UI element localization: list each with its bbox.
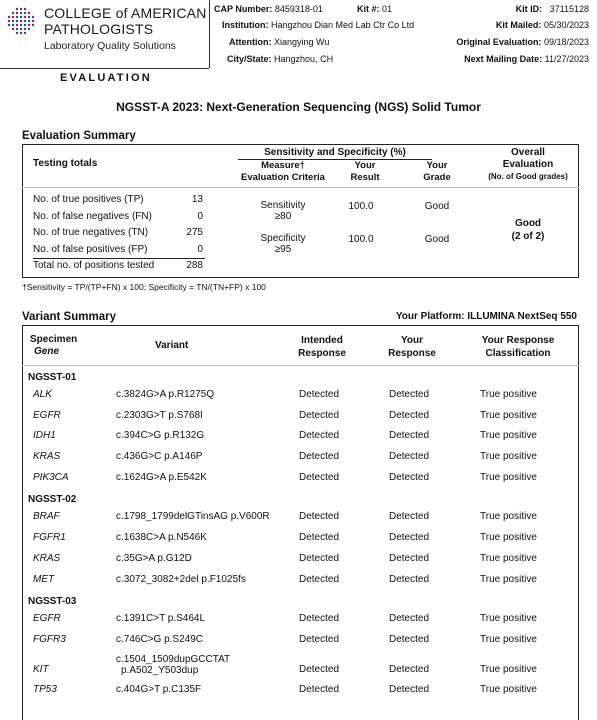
logo-dot bbox=[24, 32, 26, 34]
variant-header-rule bbox=[22, 365, 579, 366]
gene-cell: EGFR bbox=[33, 613, 61, 625]
gene-cell: KIT bbox=[33, 663, 49, 675]
logo-dot bbox=[32, 24, 34, 26]
logo-dot bbox=[12, 16, 14, 18]
specificity-grade: Good bbox=[424, 234, 450, 245]
variant-cell: c.404G>T p.C135F bbox=[116, 683, 202, 695]
totals-row bbox=[33, 193, 205, 210]
col-specimen: Specimen Gene bbox=[30, 334, 78, 357]
logo-dot bbox=[16, 8, 18, 10]
overall-evaluation: Good (2 of 2) bbox=[511, 218, 545, 242]
col-overall: Overall Evaluation (No. of Good grades) bbox=[488, 147, 568, 181]
logo-dot bbox=[16, 24, 18, 26]
your-response-cell: Detected bbox=[389, 389, 430, 400]
col-variant: Variant bbox=[155, 340, 189, 351]
kit-mailed: Kit Mailed: 05/30/2023 bbox=[495, 20, 589, 30]
logo-dot bbox=[16, 28, 18, 30]
logo-dot bbox=[12, 20, 14, 22]
col-measure: Measure† Evaluation Criteria bbox=[241, 160, 325, 183]
table-row bbox=[22, 406, 579, 427]
next-mailing-date: Next Mailing Date: 11/27/2023 bbox=[464, 54, 589, 64]
gene-cell: PIK3CA bbox=[33, 471, 69, 483]
intended-cell: Detected bbox=[299, 511, 340, 523]
variant-table-body bbox=[22, 370, 579, 700]
variant-cell: c.746C>G p.S249C bbox=[116, 633, 203, 645]
logo-dot bbox=[32, 20, 34, 22]
your-response-cell: Detected bbox=[389, 633, 430, 645]
eval-header-rule bbox=[22, 187, 579, 188]
totals-row bbox=[33, 243, 205, 260]
variant-line2: p.A502_Y503dup bbox=[121, 664, 199, 676]
logo-dot bbox=[20, 16, 22, 18]
classification-cell: True positive bbox=[480, 451, 537, 463]
platform-label: Your Platform: ILLUMINA NextSeq 550 bbox=[395, 311, 577, 322]
logo-line1: COLLEGE of AMERICAN bbox=[44, 5, 207, 21]
table-row bbox=[22, 570, 579, 591]
intended-cell: Detected bbox=[299, 573, 340, 585]
logo-dot bbox=[28, 28, 30, 30]
classification-cell: True positive bbox=[480, 409, 537, 421]
specificity-measure: Specificity ≥95 bbox=[260, 233, 306, 255]
your-response-cell: Detected bbox=[389, 451, 430, 463]
logo-dot bbox=[8, 24, 10, 26]
totals-value: 275 bbox=[186, 227, 203, 238]
table-row bbox=[22, 630, 579, 651]
classification-cell: True positive bbox=[480, 532, 537, 544]
variant-cell: c.1391C>T p.S464L bbox=[116, 613, 206, 625]
gene-cell: IDH1 bbox=[33, 430, 56, 442]
table-row bbox=[22, 447, 579, 468]
gene-cell: MET bbox=[33, 573, 55, 585]
table-row bbox=[22, 549, 579, 570]
col-your-result: Your Result bbox=[350, 160, 380, 183]
your-response-cell: Detected bbox=[389, 409, 430, 421]
classification-cell: True positive bbox=[480, 633, 537, 645]
intended-cell: Detected bbox=[299, 389, 340, 400]
col-your-grade: Your Grade bbox=[423, 160, 451, 183]
classification-cell: True positive bbox=[480, 471, 537, 483]
logo-dot bbox=[28, 24, 30, 26]
logo-dot bbox=[20, 20, 22, 22]
variant-cell: c.1624G>A p.E542K bbox=[116, 471, 207, 483]
table-row bbox=[22, 651, 579, 680]
classification-cell: True positive bbox=[480, 511, 537, 523]
logo-dot bbox=[28, 16, 30, 18]
totals-label: Total no. of positions tested bbox=[33, 260, 155, 271]
classification-cell: True positive bbox=[480, 663, 537, 675]
evaluation-label: EVALUATION bbox=[60, 72, 152, 84]
variant-cell: c.1638C>A p.N546K bbox=[116, 532, 207, 544]
table-row bbox=[22, 385, 579, 406]
intended-cell: Detected bbox=[299, 409, 340, 421]
intended-cell: Detected bbox=[299, 430, 340, 442]
logo-dot bbox=[20, 12, 22, 14]
logo-dot bbox=[8, 16, 10, 18]
header-divider-vertical bbox=[209, 0, 210, 68]
logo-dot bbox=[24, 16, 26, 18]
your-response-cell: Detected bbox=[389, 511, 430, 523]
attention: Attention: Xiangying Wu bbox=[229, 37, 330, 47]
logo-dot bbox=[24, 12, 26, 14]
logo-dot bbox=[24, 28, 26, 30]
variant-cell: c.3824G>A p.R1275Q bbox=[116, 389, 215, 400]
col-classification: Your Response Classification bbox=[481, 335, 555, 359]
gene-cell: KRAS bbox=[33, 552, 61, 564]
gene-cell: KRAS bbox=[33, 451, 61, 463]
gene-cell: EGFR bbox=[33, 409, 61, 421]
cap-logo-grid-icon bbox=[6, 6, 36, 36]
header-divider-horizontal bbox=[0, 68, 209, 69]
sensitivity-measure: Sensitivity ≥80 bbox=[260, 200, 306, 222]
intended-cell: Detected bbox=[299, 552, 340, 564]
your-response-cell: Detected bbox=[389, 683, 430, 695]
logo-dot bbox=[12, 12, 14, 14]
variant-cell: c.394C>G p.R132G bbox=[116, 430, 205, 442]
variant-cell: c.436G>C p.A146P bbox=[116, 451, 203, 463]
kit-number: Kit #: 01 bbox=[357, 4, 393, 14]
variant-cell: c.35G>A p.G12D bbox=[116, 552, 192, 564]
your-response-cell: Detected bbox=[389, 573, 430, 585]
logo-dot bbox=[24, 8, 26, 10]
your-response-cell: Detected bbox=[389, 430, 430, 442]
logo-dot bbox=[20, 24, 22, 26]
gene-cell: ALK bbox=[33, 389, 52, 400]
table-row bbox=[22, 528, 579, 549]
footnote: †Sensitivity = TP/(TP+FN) x 100; Specificity = TN/(TN+FP) x 100 bbox=[22, 282, 266, 292]
table-row bbox=[22, 609, 579, 630]
sensitivity-result: 100.0 bbox=[348, 201, 374, 212]
variant-cell bbox=[116, 654, 230, 676]
logo-dot bbox=[28, 20, 30, 22]
intended-cell: Detected bbox=[299, 451, 340, 463]
table-row bbox=[22, 426, 579, 447]
your-response-cell: Detected bbox=[389, 663, 430, 675]
variant-cell: c.2303G>T p.S768I bbox=[116, 409, 203, 421]
city-state: City/State: Hangzhou, CH bbox=[227, 54, 334, 64]
specimen-label: NGSST-01 bbox=[28, 372, 77, 383]
logo-dot bbox=[24, 24, 26, 26]
totals-label: No. of false negatives (FN) bbox=[33, 210, 152, 222]
your-response-cell: Detected bbox=[389, 532, 430, 544]
your-response-cell: Detected bbox=[389, 613, 430, 625]
logo-line3: Laboratory Quality Solutions bbox=[44, 40, 176, 52]
eval-summary-heading: Evaluation Summary bbox=[22, 130, 136, 142]
totals-value: 0 bbox=[197, 210, 203, 222]
original-evaluation: Original Evaluation: 09/18/2023 bbox=[456, 37, 589, 47]
logo-dot bbox=[12, 24, 14, 26]
intended-cell: Detected bbox=[299, 683, 340, 695]
totals-row bbox=[33, 210, 205, 227]
totals-label: No. of true positives (TP) bbox=[33, 194, 144, 205]
totals-value: 288 bbox=[186, 260, 203, 271]
logo-line2: PATHOLOGISTS bbox=[44, 21, 154, 37]
classification-cell: True positive bbox=[480, 430, 537, 442]
logo-dot bbox=[32, 16, 34, 18]
testing-totals-label: Testing totals bbox=[33, 158, 98, 169]
variant-line1: c.1504_1509dupGCCTAT bbox=[116, 653, 231, 665]
your-response-cell: Detected bbox=[389, 471, 430, 483]
table-row bbox=[22, 468, 579, 489]
variant-cell: c.3072_3082+2del p.F1025fs bbox=[116, 573, 246, 585]
totals-row bbox=[33, 226, 205, 243]
classification-cell: True positive bbox=[480, 573, 537, 585]
your-response-cell: Detected bbox=[389, 552, 430, 564]
col-intended: Intended Response bbox=[298, 335, 346, 359]
gene-cell: TP53 bbox=[33, 683, 57, 695]
gene-cell: BRAF bbox=[33, 511, 60, 523]
logo-dot bbox=[12, 28, 14, 30]
kit-id: Kit ID: 37115128 bbox=[515, 4, 589, 14]
logo-dot bbox=[24, 20, 26, 22]
intended-cell: Detected bbox=[299, 471, 340, 483]
testing-totals-list bbox=[33, 193, 205, 276]
totals-label: No. of true negatives (TN) bbox=[33, 227, 149, 238]
logo-dot bbox=[20, 28, 22, 30]
table-row bbox=[22, 507, 579, 528]
classification-cell: True positive bbox=[480, 613, 537, 625]
gene-cell: FGFR1 bbox=[33, 532, 66, 544]
logo-dot bbox=[16, 16, 18, 18]
classification-cell: True positive bbox=[480, 683, 537, 695]
specimen-label: NGSST-02 bbox=[28, 494, 77, 506]
totals-label: No. of false positives (FP) bbox=[33, 243, 148, 255]
intended-cell: Detected bbox=[299, 613, 340, 625]
classification-cell: True positive bbox=[480, 389, 537, 400]
sens-spec-header: Sensitivity and Specificity (%) bbox=[238, 147, 432, 160]
gene-cell: FGFR3 bbox=[33, 633, 66, 645]
totals-value: 13 bbox=[191, 194, 203, 205]
intended-cell: Detected bbox=[299, 532, 340, 544]
page-title: NGSST-A 2023: Next-Generation Sequencing (NGS) Solid Tumor bbox=[116, 100, 481, 114]
variant-cell: c.1798_1799delGTinsAG p.V600R bbox=[116, 511, 270, 523]
sensitivity-grade: Good bbox=[424, 201, 450, 212]
classification-cell: True positive bbox=[480, 552, 537, 564]
specimen-label: NGSST-03 bbox=[28, 596, 77, 608]
intended-cell: Detected bbox=[299, 663, 340, 675]
logo-dot bbox=[28, 12, 30, 14]
totals-value: 0 bbox=[197, 243, 203, 255]
specificity-result: 100.0 bbox=[348, 234, 374, 245]
logo-dot bbox=[20, 8, 22, 10]
logo-dot bbox=[16, 12, 18, 14]
variant-summary-heading: Variant Summary bbox=[22, 311, 116, 323]
logo-dot bbox=[16, 20, 18, 22]
totals-row bbox=[33, 259, 205, 276]
logo-dot bbox=[8, 20, 10, 22]
institution: Institution: Hangzhou Dian Med Lab Ctr Co Ltd bbox=[222, 20, 415, 30]
logo-dot bbox=[16, 32, 18, 34]
intended-cell: Detected bbox=[299, 633, 340, 645]
col-your-response: Your Response bbox=[388, 335, 436, 359]
logo-dot bbox=[20, 32, 22, 34]
table-row bbox=[22, 680, 579, 701]
cap-number: CAP Number: 8459318-01 bbox=[214, 4, 323, 14]
